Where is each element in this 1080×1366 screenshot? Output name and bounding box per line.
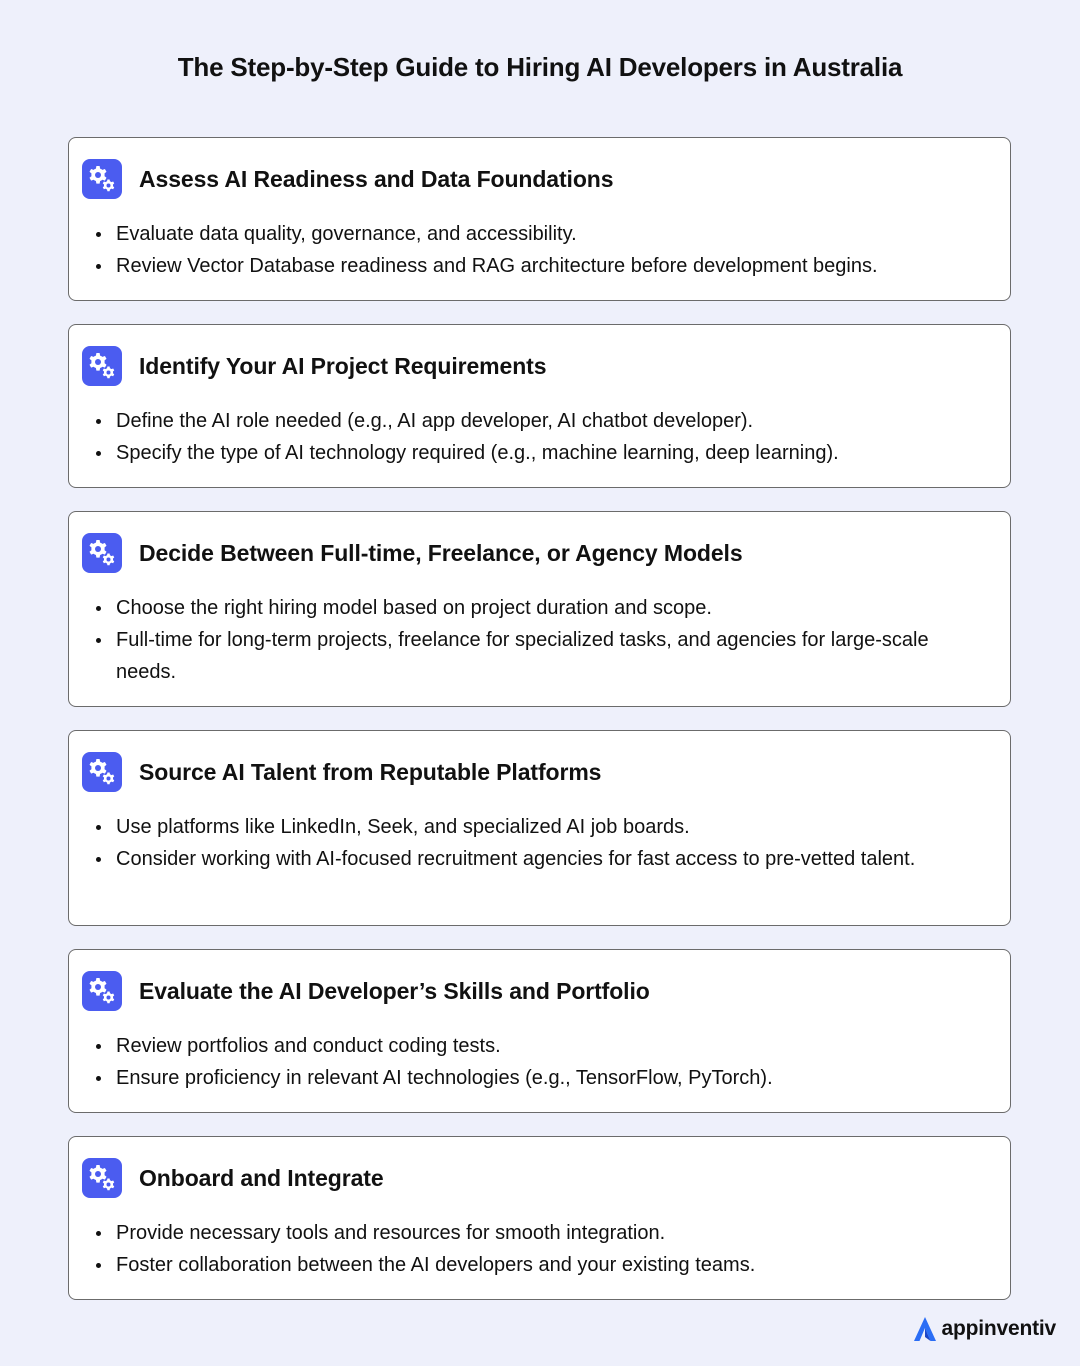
- step-card: [68, 730, 1011, 926]
- page-title: The Step-by-Step Guide to Hiring AI Developers in Australia: [177, 52, 903, 82]
- step-bullet: Use platforms like LinkedIn, Seek, and specialized AI job boards.: [95, 811, 975, 843]
- step-bullet: Review portfolios and conduct coding tests.: [95, 1030, 975, 1062]
- step-bullet-list: [95, 1030, 975, 1094]
- step-header: [82, 971, 650, 1011]
- brand-logo: [912, 1316, 1057, 1342]
- step-bullet-list: [95, 592, 975, 688]
- step-header: [82, 346, 546, 386]
- step-card: [68, 1136, 1011, 1300]
- step-title: Onboard and Integrate: [139, 1164, 384, 1191]
- step-title: Source AI Talent from Reputable Platforms: [139, 758, 602, 785]
- step-bullet: Foster collaboration between the AI developers and your existing teams.: [95, 1249, 975, 1281]
- appinventiv-logo-icon: [912, 1316, 938, 1342]
- step-bullet: Consider working with AI-focused recruitment agencies for fast access to pre-vetted talent.: [95, 843, 975, 875]
- step-bullet-list: [95, 1217, 975, 1281]
- gears-icon: [82, 346, 122, 386]
- step-bullet: Ensure proficiency in relevant AI technologies (e.g., TensorFlow, PyTorch).: [95, 1062, 975, 1094]
- step-bullet-list: [95, 218, 975, 282]
- step-title: Decide Between Full-time, Freelance, or Agency Models: [139, 539, 743, 566]
- step-bullet-list: [95, 405, 975, 469]
- step-bullet-list: [95, 811, 975, 875]
- step-bullet: Full-time for long-term projects, freelance for specialized tasks, and agencies for large-scale needs.: [95, 624, 975, 688]
- step-bullet: Define the AI role needed (e.g., AI app developer, AI chatbot developer).: [95, 405, 975, 437]
- gears-icon: [82, 971, 122, 1011]
- brand-name: appinventiv: [941, 1317, 1056, 1340]
- step-title: Assess AI Readiness and Data Foundations: [139, 165, 614, 192]
- step-bullet: Choose the right hiring model based on project duration and scope.: [95, 592, 975, 624]
- gears-icon: [82, 533, 122, 573]
- step-header: [82, 752, 601, 792]
- step-header: [82, 159, 613, 199]
- step-header: [82, 533, 743, 573]
- step-card: [68, 324, 1011, 488]
- gears-icon: [82, 752, 122, 792]
- step-bullet: Evaluate data quality, governance, and accessibility.: [95, 218, 975, 250]
- step-bullet: Provide necessary tools and resources for smooth integration.: [95, 1217, 975, 1249]
- step-bullet: Specify the type of AI technology required (e.g., machine learning, deep learning).: [95, 437, 975, 469]
- step-card: [68, 137, 1011, 301]
- step-header: [82, 1158, 384, 1198]
- step-bullet: Review Vector Database readiness and RAG architecture before development begins.: [95, 250, 975, 282]
- step-title: Evaluate the AI Developer’s Skills and Portfolio: [139, 977, 650, 1004]
- gears-icon: [82, 159, 122, 199]
- step-title: Identify Your AI Project Requirements: [139, 352, 547, 379]
- step-card: [68, 949, 1011, 1113]
- gears-icon: [82, 1158, 122, 1198]
- step-card: [68, 511, 1011, 707]
